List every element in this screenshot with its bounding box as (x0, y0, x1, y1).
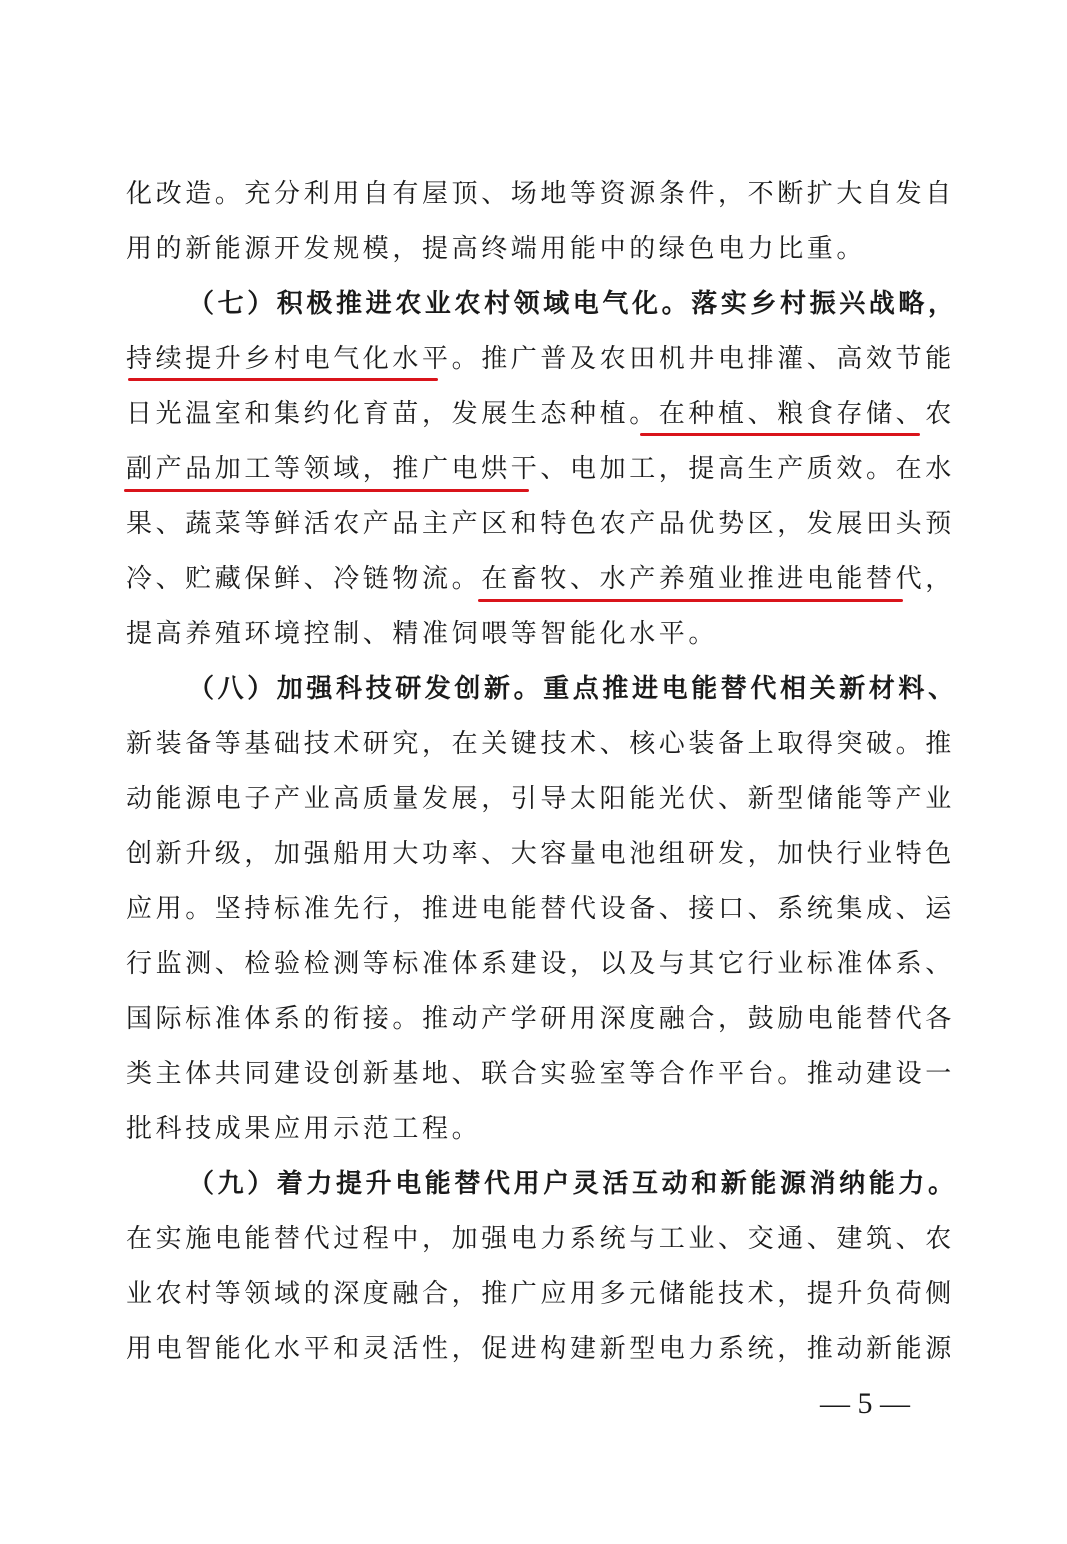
red-underline-mark (640, 433, 920, 436)
red-underline-mark (124, 489, 529, 492)
text-line-2: 用的新能源开发规模，提高终端用能中的绿色电力比重。 (126, 234, 867, 264)
text-line-12: 动能源电子产业高质量发展，引导太阳能光伏、新型储能等产业 (126, 784, 955, 814)
text-line-17: 类主体共同建设创新基地、联合实验室等合作平台。推动建设一 (126, 1059, 955, 1089)
text-line-13: 创新升级，加强船用大功率、大容量电池组研发，加快行业特色 (126, 839, 955, 869)
section-9-heading: （九）着力提升电能替代用户灵活互动和新能源消纳能力。 (188, 1169, 958, 1199)
text-line-9: 提高养殖环境控制、精准饲喂等智能化水平。 (126, 619, 719, 649)
page-number: — 5 — (820, 1387, 910, 1420)
text-line-7: 果、蔬菜等鲜活农产品主产区和特色农产品优势区，发展田头预 (126, 509, 955, 539)
text-line-18: 批科技成果应用示范工程。 (126, 1114, 482, 1144)
text-line-22: 用电智能化水平和灵活性，促进构建新型电力系统，推动新能源 (126, 1334, 955, 1364)
text-line-5: 日光温室和集约化育苗，发展生态种植。在种植、粮食存储、农 (126, 399, 955, 429)
text-line-6: 副产品加工等领域，推广电烘干、电加工，提高生产质效。在水 (126, 454, 955, 484)
text-line-11: 新装备等基础技术研究，在关键技术、核心装备上取得突破。推 (126, 729, 955, 759)
red-underline-mark (128, 378, 438, 381)
text-line-1: 化改造。充分利用自有屋顶、场地等资源条件，不断扩大自发自 (126, 179, 955, 209)
section-8-heading: （八）加强科技研发创新。重点推进电能替代相关新材料、 (188, 674, 958, 704)
red-underline-mark (478, 599, 903, 602)
text-line-8: 冷、贮藏保鲜、冷链物流。在畜牧、水产养殖业推进电能替代， (126, 564, 955, 594)
text-line-20: 在实施电能替代过程中，加强电力系统与工业、交通、建筑、农 (126, 1224, 955, 1254)
text-line-14: 应用。坚持标准先行，推进电能替代设备、接口、系统集成、运 (126, 894, 955, 924)
text-line-4: 持续提升乡村电气化水平。推广普及农田机井电排灌、高效节能 (126, 344, 955, 374)
text-line-16: 国际标准体系的衔接。推动产学研用深度融合，鼓励电能替代各 (126, 1004, 955, 1034)
text-line-21: 业农村等领域的深度融合，推广应用多元储能技术，提升负荷侧 (126, 1279, 955, 1309)
section-7-heading: （七）积极推进农业农村领域电气化。落实乡村振兴战略， (188, 289, 958, 319)
text-line-15: 行监测、检验检测等标准体系建设，以及与其它行业标准体系、 (126, 949, 955, 979)
